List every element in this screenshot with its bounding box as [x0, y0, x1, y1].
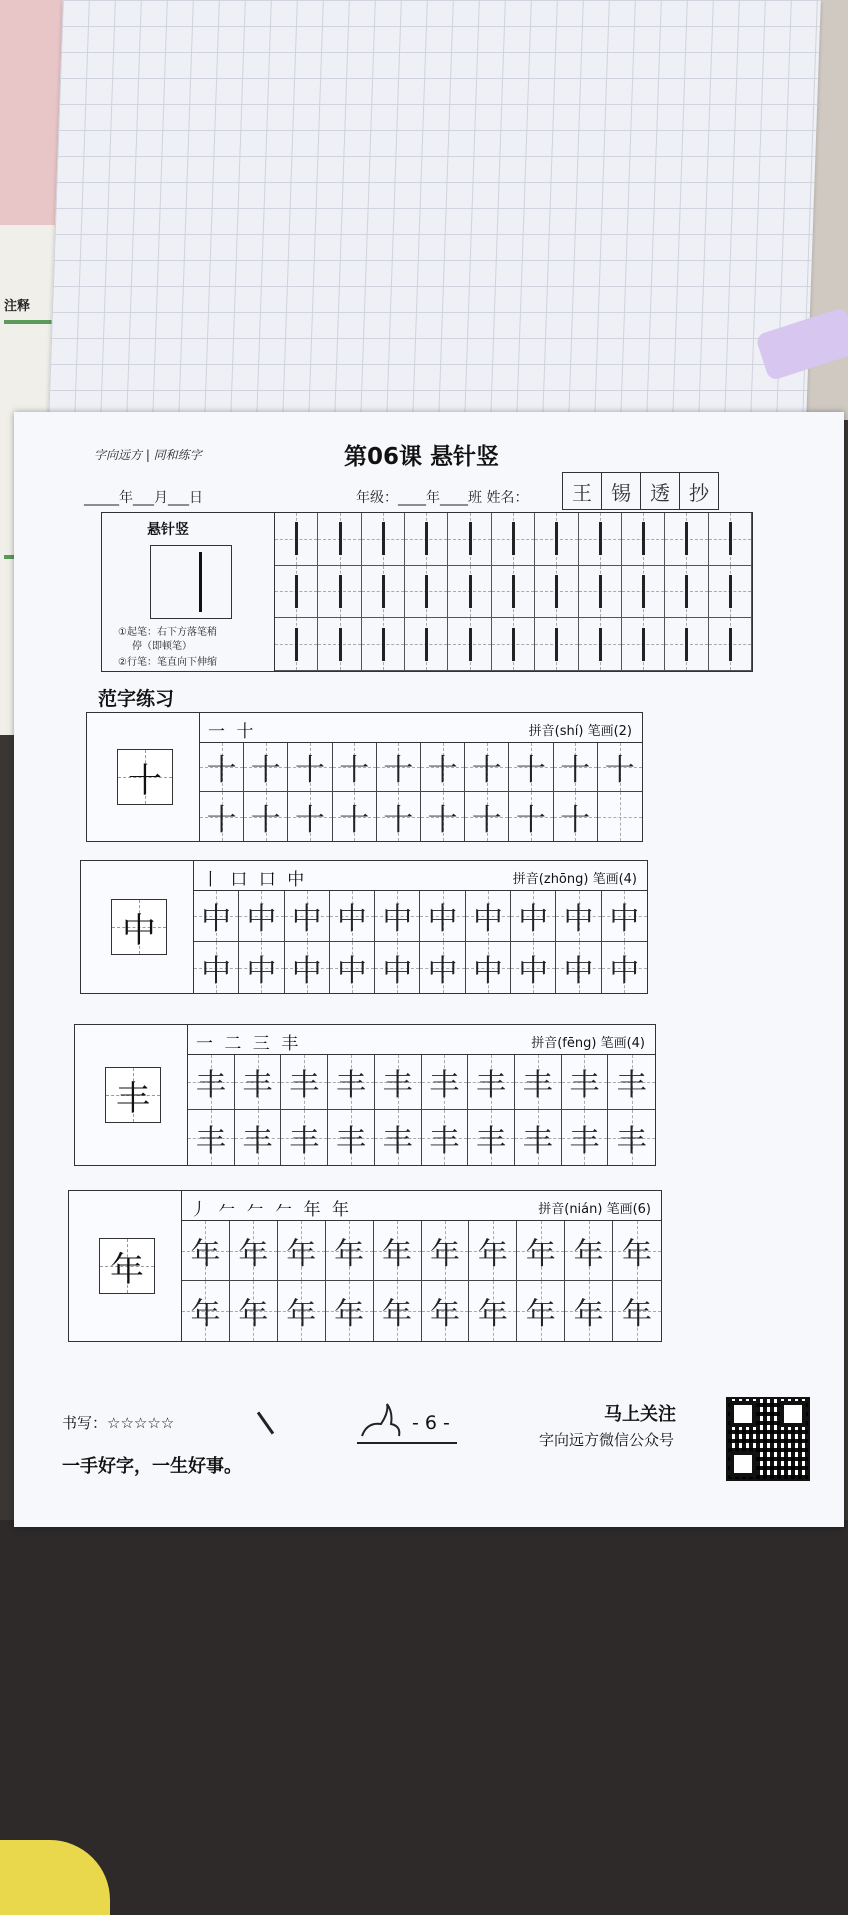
rabbit-icon — [357, 1402, 407, 1442]
vertical-stroke — [382, 628, 385, 661]
stroke-practice-cell[interactable] — [362, 513, 405, 566]
practice-cell[interactable] — [244, 792, 288, 841]
practice-panel — [182, 1191, 661, 1341]
handwritten-character: 中 — [563, 902, 594, 937]
stroke-practice-cell[interactable] — [665, 566, 708, 619]
stroke-order: 一 二 三 丰 — [196, 1034, 302, 1054]
practice-cell[interactable] — [598, 792, 642, 841]
model-character-text: 中 — [122, 910, 156, 951]
handwritten-character: 年 — [286, 1236, 317, 1272]
handwritten-character: 十 — [427, 753, 458, 788]
vertical-stroke — [599, 522, 602, 555]
character-block — [80, 860, 648, 994]
vertical-stroke — [295, 628, 298, 661]
practice-cell[interactable] — [421, 743, 465, 792]
handwritten-character: 年 — [382, 1236, 413, 1272]
stroke-practice-cell[interactable] — [275, 618, 318, 671]
handwritten-character: 丰 — [522, 1123, 553, 1159]
handwritten-character: 丰 — [429, 1068, 460, 1103]
handwritten-character: 年 — [382, 1297, 413, 1332]
handwritten-character: 十 — [471, 802, 502, 838]
practice-grid[interactable] — [200, 742, 642, 841]
practice-cell[interactable] — [466, 942, 511, 993]
practice-cell[interactable] — [562, 1110, 609, 1165]
practice-cell[interactable] — [239, 891, 284, 942]
practice-cell[interactable] — [328, 1110, 375, 1165]
practice-cell[interactable] — [182, 1281, 230, 1341]
stroke-practice-cell[interactable] — [362, 566, 405, 619]
character-block — [68, 1190, 662, 1342]
handwritten-character: 丰 — [476, 1123, 507, 1159]
stroke-diagram — [150, 545, 232, 619]
writing-rating: 书写：☆☆☆☆☆ — [62, 1414, 175, 1432]
practice-cell[interactable] — [239, 942, 284, 993]
practice-cell[interactable] — [598, 743, 642, 792]
stroke-practice-cell[interactable] — [622, 513, 665, 566]
handwritten-character: 丰 — [289, 1123, 320, 1159]
handwritten-character: 中 — [382, 953, 413, 989]
stroke-practice-cell[interactable] — [405, 513, 448, 566]
practice-sheet — [14, 412, 844, 1527]
previous-grid-page — [47, 0, 821, 450]
handwritten-character: 丰 — [569, 1068, 600, 1103]
practice-cell[interactable] — [511, 891, 556, 942]
handwritten-character: 丰 — [242, 1068, 273, 1103]
brand-logo: 字向远方 | 同和练字 — [94, 448, 202, 462]
practice-cell[interactable] — [613, 1221, 661, 1281]
motto: 一手好字，一生好事。 — [62, 1456, 242, 1477]
vertical-stroke — [685, 522, 688, 555]
stroke-practice-cell[interactable] — [535, 566, 578, 619]
practice-cell[interactable] — [556, 891, 601, 942]
practice-panel — [200, 713, 642, 841]
vertical-stroke — [512, 522, 515, 555]
practice-cell[interactable] — [565, 1221, 613, 1281]
practice-cell[interactable] — [422, 1221, 470, 1281]
handwritten-character: 十 — [515, 753, 546, 788]
stroke-practice-cell[interactable] — [448, 618, 491, 671]
stroke-practice-cell[interactable] — [709, 618, 752, 671]
vertical-stroke — [642, 628, 645, 661]
stroke-practice-cell[interactable] — [579, 618, 622, 671]
name-char: 锡 — [602, 473, 641, 509]
handwritten-character: 丰 — [616, 1123, 647, 1159]
practice-cell[interactable] — [554, 743, 598, 792]
vertical-stroke — [729, 575, 732, 608]
practice-cell[interactable] — [328, 1055, 375, 1110]
stroke-practice-cell[interactable] — [665, 513, 708, 566]
handwritten-character: 年 — [622, 1297, 653, 1332]
pinyin-strokes-info: 拼音(zhōng) 笔画(4) — [512, 872, 637, 887]
handwritten-character: 丰 — [335, 1068, 366, 1103]
handwritten-character: 十 — [250, 802, 281, 838]
handwritten-character: 丰 — [429, 1123, 460, 1159]
practice-cell[interactable] — [422, 1110, 469, 1165]
model-character — [117, 749, 173, 805]
vertical-stroke — [685, 575, 688, 608]
handwritten-character: 中 — [609, 953, 640, 989]
stroke-practice-cell[interactable] — [318, 513, 361, 566]
practice-cell[interactable] — [278, 1281, 326, 1341]
practice-panel — [188, 1025, 655, 1165]
practice-cell[interactable] — [182, 1221, 230, 1281]
stroke-intro-table — [101, 512, 753, 672]
qr-corner — [730, 1401, 756, 1427]
practice-cell[interactable] — [608, 1055, 655, 1110]
practice-cell[interactable] — [608, 1110, 655, 1165]
stroke-name: 悬针竖 — [147, 522, 189, 538]
handwritten-character: 中 — [518, 902, 549, 937]
handwritten-character: 中 — [246, 902, 277, 937]
practice-cell[interactable] — [420, 891, 465, 942]
vertical-stroke — [469, 575, 472, 608]
practice-cell[interactable] — [188, 1110, 235, 1165]
stroke-practice-grid[interactable] — [275, 513, 752, 671]
sheet-header — [94, 434, 774, 474]
vertical-stroke — [339, 575, 342, 608]
stroke-practice-cell[interactable] — [535, 513, 578, 566]
practice-cell[interactable] — [375, 1110, 422, 1165]
page-underline — [357, 1442, 457, 1444]
practice-cell[interactable] — [235, 1055, 282, 1110]
practice-cell[interactable] — [565, 1281, 613, 1341]
handwritten-character: 年 — [334, 1236, 365, 1272]
vertical-stroke — [599, 628, 602, 661]
handwritten-character: 丰 — [289, 1068, 320, 1103]
wechat-label: 字向远方微信公众号 — [539, 1431, 675, 1449]
stroke-practice-cell[interactable] — [448, 513, 491, 566]
practice-cell[interactable] — [465, 743, 509, 792]
vertical-stroke — [555, 628, 558, 661]
handwritten-character: 丰 — [242, 1123, 273, 1159]
practice-cell[interactable] — [375, 942, 420, 993]
handwritten-character: 中 — [337, 902, 368, 937]
stroke-practice-cell[interactable] — [275, 566, 318, 619]
handwritten-character: 十 — [604, 753, 635, 788]
vertical-stroke — [295, 522, 298, 555]
stroke-practice-cell[interactable] — [275, 513, 318, 566]
practice-cell[interactable] — [333, 743, 377, 792]
handwritten-character: 中 — [472, 902, 503, 937]
handwritten-character: 年 — [525, 1297, 556, 1332]
qr-code-icon[interactable] — [726, 1397, 810, 1481]
vertical-stroke — [339, 628, 342, 661]
handwritten-character: 丰 — [476, 1068, 507, 1103]
stroke-practice-cell[interactable] — [709, 513, 752, 566]
vertical-stroke — [425, 628, 428, 661]
stroke-practice-cell[interactable] — [492, 618, 535, 671]
handwritten-character: 十 — [427, 802, 458, 838]
handwritten-character: 中 — [382, 902, 413, 937]
practice-cell[interactable] — [374, 1281, 422, 1341]
character-block — [74, 1024, 656, 1166]
handwritten-character: 年 — [525, 1236, 556, 1272]
vertical-stroke — [512, 575, 515, 608]
vertical-stroke — [512, 628, 515, 661]
vertical-stroke — [469, 522, 472, 555]
pinyin-strokes-info: 拼音(fēng) 笔画(4) — [531, 1036, 645, 1051]
model-panel — [87, 713, 200, 841]
practice-cell[interactable] — [374, 1221, 422, 1281]
handwritten-character: 十 — [250, 753, 281, 788]
vertical-stroke — [685, 628, 688, 661]
stroke-practice-cell[interactable] — [405, 618, 448, 671]
practice-cell[interactable] — [377, 743, 421, 792]
handwritten-character: 中 — [291, 902, 322, 937]
handwritten-character: 年 — [573, 1297, 604, 1332]
practice-cell[interactable] — [613, 1281, 661, 1341]
page-number: - 6 - — [412, 1412, 450, 1434]
handwritten-character: 年 — [190, 1297, 221, 1332]
stroke-practice-cell[interactable] — [579, 566, 622, 619]
vertical-stroke — [382, 575, 385, 608]
handwritten-character: 十 — [560, 802, 591, 838]
practice-cell[interactable] — [200, 792, 244, 841]
name-char: 王 — [563, 473, 602, 509]
practice-cell[interactable] — [421, 792, 465, 841]
practice-cell[interactable] — [194, 891, 239, 942]
practice-cell[interactable] — [420, 942, 465, 993]
handwritten-character: 丰 — [195, 1068, 226, 1103]
name-char: 抄 — [689, 480, 709, 505]
practice-cell[interactable] — [465, 792, 509, 841]
vertical-stroke — [425, 575, 428, 608]
handwritten-character: 中 — [246, 953, 277, 989]
practice-cell[interactable] — [468, 1055, 515, 1110]
vertical-stroke — [469, 628, 472, 661]
lesson-title: 第06课 悬针竖 — [344, 444, 500, 470]
practice-cell[interactable] — [326, 1221, 374, 1281]
practice-cell[interactable] — [509, 743, 553, 792]
stroke-practice-cell[interactable] — [535, 618, 578, 671]
handwritten-character: 年 — [477, 1236, 508, 1272]
pinyin-strokes-info: 拼音(nián) 笔画(6) — [538, 1202, 651, 1217]
stroke-practice-cell[interactable] — [492, 566, 535, 619]
practice-cell[interactable] — [556, 942, 601, 993]
handwritten-character: 年 — [190, 1236, 221, 1272]
vertical-stroke — [555, 575, 558, 608]
handwritten-character: 中 — [472, 953, 503, 989]
stroke-practice-cell[interactable] — [362, 618, 405, 671]
stroke-practice-cell[interactable] — [318, 618, 361, 671]
vertical-stroke — [729, 522, 732, 555]
handwritten-character: 年 — [477, 1297, 508, 1332]
practice-cell[interactable] — [288, 743, 332, 792]
handwritten-character: 年 — [429, 1297, 460, 1332]
practice-cell[interactable] — [422, 1055, 469, 1110]
practice-cell[interactable] — [562, 1055, 609, 1110]
side-book-label: 注释 — [4, 299, 31, 314]
handwritten-character: 十 — [206, 802, 237, 838]
practice-cell[interactable] — [188, 1055, 235, 1110]
practice-cell[interactable] — [375, 891, 420, 942]
practice-cell[interactable] — [281, 1110, 328, 1165]
practice-cell[interactable] — [330, 891, 375, 942]
pen-mark — [257, 1411, 274, 1434]
model-character — [111, 899, 167, 955]
stroke-order: 丨 口 口 中 — [202, 870, 308, 890]
practice-cell[interactable] — [469, 1281, 517, 1341]
stroke-practice-cell[interactable] — [709, 566, 752, 619]
practice-cell[interactable] — [554, 792, 598, 841]
stroke-note: ②行笔：笔直向下伸缩 — [118, 657, 217, 668]
model-panel — [81, 861, 194, 993]
practice-cell[interactable] — [602, 891, 647, 942]
practice-cell[interactable] — [377, 792, 421, 841]
handwritten-character: 年 — [286, 1297, 317, 1332]
vertical-stroke — [642, 575, 645, 608]
handwritten-character: 十 — [383, 753, 414, 788]
stroke-order: 丿 𠂉 𠂉 𠂉 年 年 — [190, 1200, 353, 1220]
practice-cell[interactable] — [281, 1055, 328, 1110]
handwritten-character: 年 — [238, 1236, 269, 1272]
handwritten-character: 丰 — [616, 1068, 647, 1103]
practice-cell[interactable] — [602, 942, 647, 993]
stroke-note: ①起笔：右下方落笔稍 — [118, 627, 217, 638]
practice-cell[interactable] — [235, 1110, 282, 1165]
handwritten-character: 中 — [427, 902, 458, 937]
vertical-stroke — [599, 575, 602, 608]
handwritten-character: 丰 — [382, 1068, 413, 1103]
pinyin-strokes-info: 拼音(shí) 笔画(2) — [528, 724, 632, 739]
name-boxes — [562, 472, 719, 510]
model-panel — [69, 1191, 182, 1341]
section-title: 范字练习 — [98, 688, 175, 710]
handwritten-character: 中 — [563, 953, 594, 989]
model-character-text: 丰 — [116, 1078, 150, 1119]
stroke-practice-cell[interactable] — [579, 513, 622, 566]
practice-cell[interactable] — [194, 942, 239, 993]
practice-cell[interactable] — [375, 1055, 422, 1110]
stroke-practice-cell[interactable] — [622, 618, 665, 671]
handwritten-character: 丰 — [195, 1123, 226, 1159]
practice-cell[interactable] — [285, 891, 330, 942]
handwritten-character: 丰 — [569, 1123, 600, 1159]
model-character-text: 十 — [128, 760, 162, 801]
practice-cell[interactable] — [509, 792, 553, 841]
practice-cell[interactable] — [330, 942, 375, 993]
handwritten-character: 年 — [238, 1297, 269, 1332]
stroke-practice-cell[interactable] — [405, 566, 448, 619]
handwritten-character: 中 — [291, 953, 322, 989]
handwritten-character: 十 — [339, 753, 370, 788]
practice-cell[interactable] — [517, 1221, 565, 1281]
vertical-stroke — [729, 628, 732, 661]
handwritten-character: 年 — [622, 1236, 653, 1272]
qr-corner — [730, 1451, 756, 1477]
handwritten-character: 丰 — [335, 1123, 366, 1159]
practice-grid[interactable] — [182, 1220, 661, 1341]
vertical-stroke — [425, 522, 428, 555]
character-block — [86, 712, 643, 842]
practice-cell[interactable] — [288, 792, 332, 841]
vertical-stroke — [555, 522, 558, 555]
vertical-stroke — [382, 522, 385, 555]
model-panel — [75, 1025, 188, 1165]
practice-cell[interactable] — [511, 942, 556, 993]
practice-cell[interactable] — [466, 891, 511, 942]
handwritten-character: 年 — [573, 1236, 604, 1272]
model-character — [99, 1238, 155, 1294]
model-character — [105, 1067, 161, 1123]
name-char: 透 — [641, 473, 680, 509]
vertical-stroke — [642, 522, 645, 555]
practice-cell[interactable] — [326, 1281, 374, 1341]
handwritten-character: 十 — [294, 753, 325, 788]
practice-panel — [194, 861, 647, 993]
stroke-order: 一 十 — [208, 722, 257, 742]
handwritten-character: 丰 — [522, 1068, 553, 1103]
handwritten-character: 中 — [427, 953, 458, 989]
practice-cell[interactable] — [469, 1221, 517, 1281]
stroke-practice-cell[interactable] — [665, 618, 708, 671]
stroke-practice-cell[interactable] — [622, 566, 665, 619]
practice-cell[interactable] — [468, 1110, 515, 1165]
practice-grid[interactable] — [188, 1054, 655, 1165]
practice-cell[interactable] — [515, 1055, 562, 1110]
handwritten-character: 年 — [429, 1236, 460, 1272]
practice-cell[interactable] — [230, 1221, 278, 1281]
handwritten-character: 十 — [383, 802, 414, 838]
practice-grid[interactable] — [194, 890, 647, 993]
handwritten-character: 中 — [201, 953, 232, 989]
qr-corner — [780, 1401, 806, 1427]
vertical-stroke — [339, 522, 342, 555]
practice-cell[interactable] — [515, 1110, 562, 1165]
handwritten-character: 十 — [206, 753, 237, 788]
practice-cell[interactable] — [333, 792, 377, 841]
class-name-line: 年级：____年____班 姓名： — [356, 490, 529, 506]
practice-cell[interactable] — [244, 743, 288, 792]
handwritten-character: 丰 — [382, 1123, 413, 1159]
handwritten-character: 中 — [201, 902, 232, 937]
vertical-stroke — [295, 575, 298, 608]
practice-cell[interactable] — [517, 1281, 565, 1341]
stroke-description — [102, 513, 275, 671]
stroke-practice-cell[interactable] — [492, 513, 535, 566]
handwritten-character: 中 — [609, 902, 640, 937]
practice-cell[interactable] — [422, 1281, 470, 1341]
handwritten-character: 年 — [334, 1297, 365, 1332]
handwritten-character: 十 — [294, 802, 325, 838]
handwritten-character: 中 — [518, 953, 549, 989]
model-character-text: 年 — [110, 1249, 144, 1290]
handwritten-character: 中 — [337, 953, 368, 989]
dark-background — [0, 1520, 848, 1915]
practice-cell[interactable] — [200, 743, 244, 792]
practice-cell[interactable] — [285, 942, 330, 993]
handwritten-character: 十 — [339, 802, 370, 838]
stroke-note: 停（即顿笔） — [132, 641, 192, 652]
handwritten-character: 十 — [471, 753, 502, 788]
handwritten-character: 十 — [560, 753, 591, 788]
handwritten-character: 十 — [515, 802, 546, 838]
stroke-practice-cell[interactable] — [318, 566, 361, 619]
practice-cell[interactable] — [230, 1281, 278, 1341]
follow-label: 马上关注 — [604, 1404, 676, 1425]
date-line: _____年___月___日 — [84, 490, 203, 506]
stroke-practice-cell[interactable] — [448, 566, 491, 619]
practice-cell[interactable] — [278, 1221, 326, 1281]
